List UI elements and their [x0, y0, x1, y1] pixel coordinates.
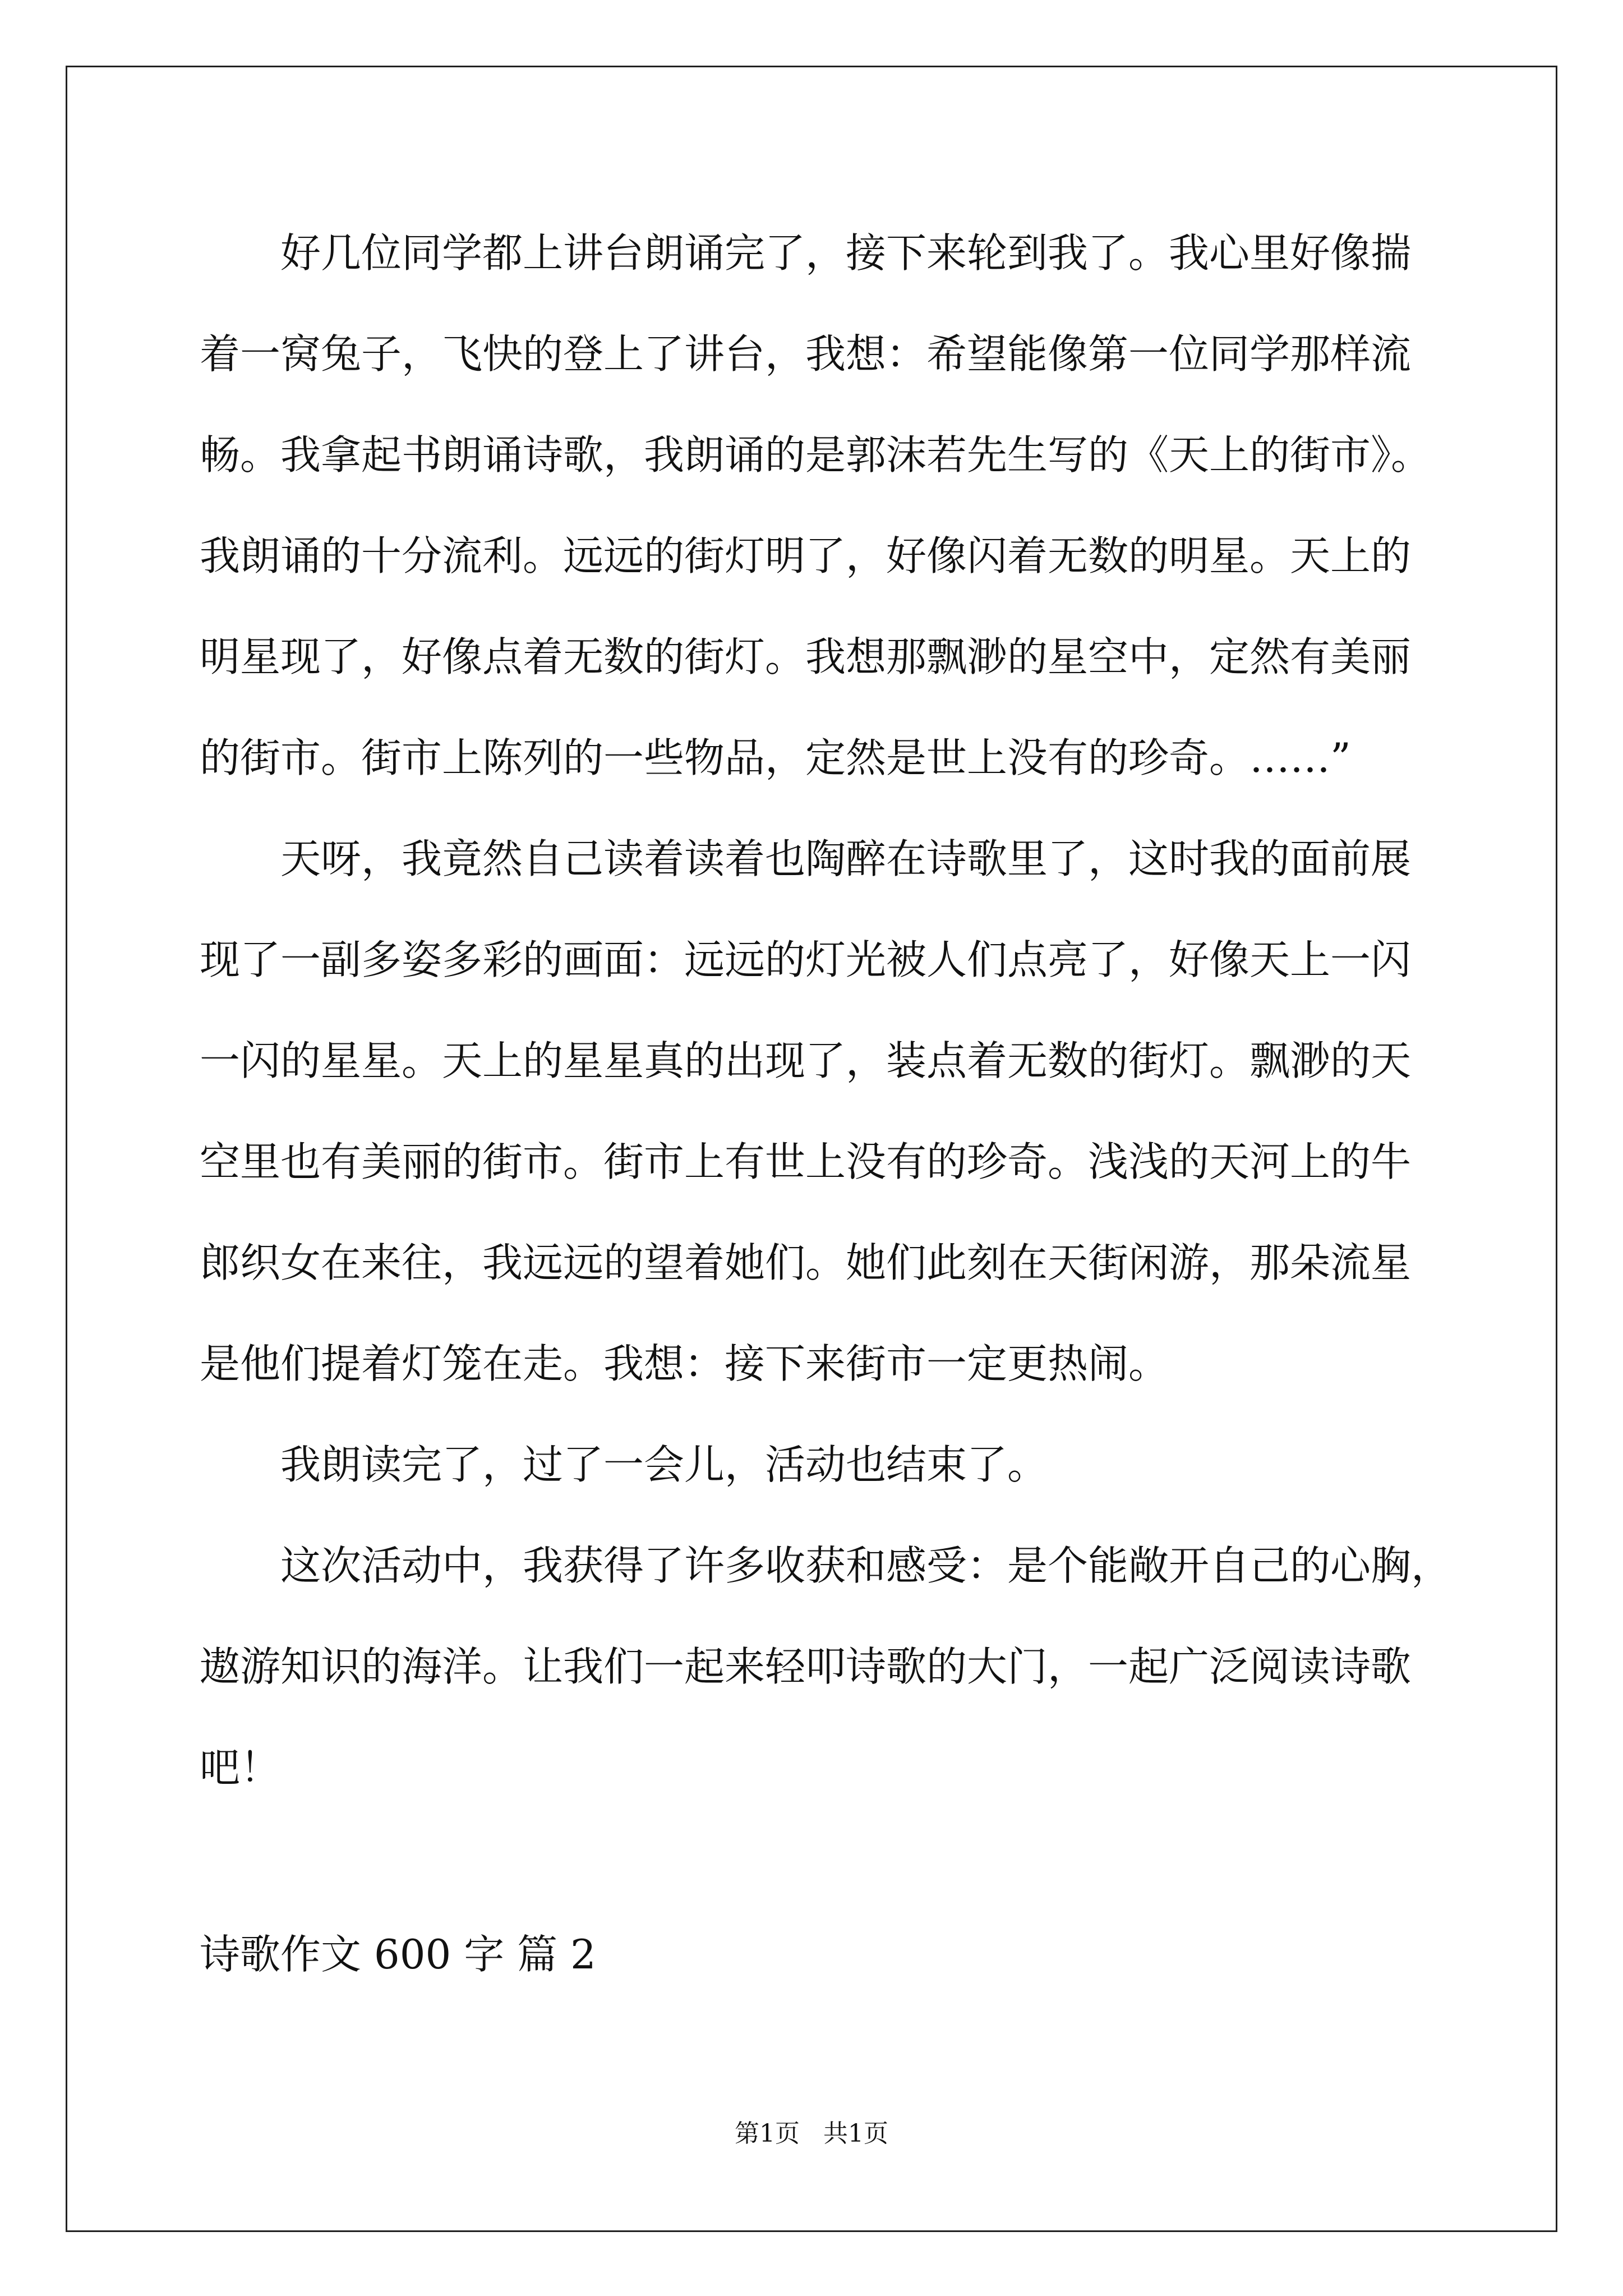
- paragraph-1-line-6: 的街市。街市上陈列的一些物品，定然是世上没有的珍奇。……”: [200, 734, 1351, 781]
- page-footer: [0, 2119, 1623, 2148]
- paragraph-2-line-1: 天呀，我竟然自己读着读着也陶醉在诗歌里了，这时我的面前展: [280, 835, 1412, 882]
- paragraph-3-line-1: 我朗读完了，过了一会儿，活动也结束了。: [280, 1441, 1048, 1488]
- paragraph-1-line-4: 我朗诵的十分流利。远远的街灯明了，好像闪着无数的明星。天上的: [200, 532, 1412, 579]
- paragraph-4-line-1: 这次活动中，我获得了许多收获和感受：是个能敞开自己的心胸，: [280, 1542, 1452, 1589]
- paragraph-4-line-2: 遨游知识的海洋。让我们一起来轻叩诗歌的大门，一起广泛阅读诗歌: [200, 1643, 1412, 1690]
- paragraph-2-line-4: 空里也有美丽的街市。街市上有世上没有的珍奇。浅浅的天河上的牛: [200, 1138, 1412, 1185]
- section-heading: 诗歌作文 600 字 篇 2: [200, 1931, 596, 1978]
- paragraph-2-line-2: 现了一副多姿多彩的画面：远远的灯光被人们点亮了，好像天上一闪: [200, 936, 1412, 983]
- paragraph-1-line-1: 好几位同学都上讲台朗诵完了，接下来轮到我了。我心里好像揣: [280, 229, 1412, 277]
- page-number: 第1页: [735, 2119, 800, 2148]
- paragraph-2-line-3: 一闪的星星。天上的星星真的出现了，装点着无数的街灯。飘渺的天: [200, 1037, 1412, 1084]
- page-total: 共1页: [823, 2119, 888, 2148]
- paragraph-1-line-3: 畅。我拿起书朗诵诗歌，我朗诵的是郭沫若先生写的《天上的街市》。: [200, 431, 1432, 478]
- paragraph-2-line-6: 是他们提着灯笼在走。我想：接下来街市一定更热闹。: [200, 1340, 1169, 1387]
- paragraph-1-line-5: 明星现了，好像点着无数的街灯。我想那飘渺的星空中，定然有美丽: [200, 633, 1412, 680]
- paragraph-2-line-5: 郎织女在来往，我远远的望着她们。她们此刻在天街闲游，那朵流星: [200, 1239, 1412, 1286]
- paragraph-1-line-2: 着一窝兔子，飞快的登上了讲台，我想：希望能像第一位同学那样流: [200, 330, 1412, 378]
- paragraph-4-line-3: 吧！: [200, 1744, 281, 1791]
